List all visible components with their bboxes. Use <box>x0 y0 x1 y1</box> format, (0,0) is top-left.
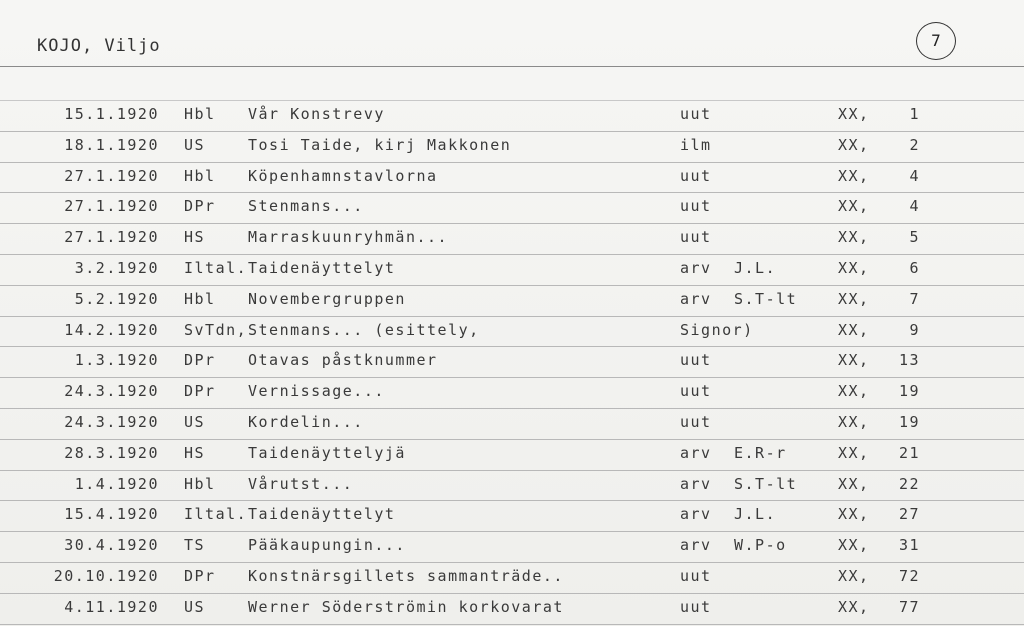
entry-vol: XX, <box>838 289 870 308</box>
entry-paper: Hbl <box>184 166 216 185</box>
entry-paper: Hbl <box>184 105 216 123</box>
entry-type: arv <box>680 443 712 462</box>
entry-author: E.R-r <box>734 443 787 462</box>
list-item <box>0 378 1024 409</box>
entry-title: Kordelin... <box>248 412 364 431</box>
entry-paper: HS <box>184 443 206 462</box>
entry-title: Tosi Taide, kirj Makkonen <box>248 135 512 154</box>
entry-vol: XX, <box>838 505 870 524</box>
entry-author: S.T-lt <box>734 474 798 493</box>
entry-page: 13 <box>898 351 920 370</box>
entry-vol: XX, <box>838 536 870 555</box>
entry-type: arv <box>680 474 712 493</box>
entry-paper: TS <box>184 536 206 555</box>
entry-author: W.P-o <box>734 536 787 555</box>
entry-title: Novembergruppen <box>248 289 406 308</box>
entry-page: 77 <box>898 597 920 616</box>
entry-title: Stenmans... (esittely, <box>248 320 480 339</box>
entry-paper: US <box>184 135 206 154</box>
entry-title: Vårutst... <box>248 474 354 493</box>
list-item <box>0 563 1024 594</box>
list-item <box>0 193 1024 224</box>
entry-title: Taidenäyttelyt <box>248 505 396 524</box>
entry-date: 1.4.1920 <box>74 474 159 493</box>
entry-vol: XX, <box>838 166 870 185</box>
entry-title: Vernissage... <box>248 382 385 401</box>
entry-vol: XX, <box>838 566 870 585</box>
entry-paper: DPr <box>184 197 216 216</box>
entry-type: arv <box>680 536 712 555</box>
entry-date: 1.3.1920 <box>74 351 159 370</box>
entry-page: 2 <box>909 135 920 154</box>
entry-page: 5 <box>909 228 920 247</box>
entry-type: uut <box>680 382 712 401</box>
entry-vol: XX, <box>838 135 870 154</box>
entry-type: uut <box>680 166 712 185</box>
entry-page: 7 <box>909 289 920 308</box>
entry-paper: US <box>184 597 206 616</box>
entry-date: 20.10.1920 <box>53 566 159 585</box>
entry-title: Taidenäyttelyjä <box>248 443 406 462</box>
entry-vol: XX, <box>838 412 870 431</box>
entry-type: uut <box>680 105 712 123</box>
entry-page: 4 <box>909 197 920 216</box>
entry-date: 27.1.1920 <box>64 228 159 247</box>
entry-paper: Iltal. <box>184 258 248 277</box>
entry-page: 6 <box>909 258 920 277</box>
entry-date: 24.3.1920 <box>64 382 159 401</box>
list-item <box>0 471 1024 502</box>
entry-type: Signor) <box>680 320 754 339</box>
entry-title: Otavas påstknummer <box>248 351 438 370</box>
entry-author: J.L. <box>734 258 777 277</box>
header-divider <box>0 66 1024 67</box>
entry-title: Taidenäyttelyt <box>248 258 396 277</box>
entry-page: 19 <box>898 412 920 431</box>
list-item <box>0 132 1024 163</box>
entry-vol: XX, <box>838 105 870 123</box>
entry-title: Stenmans... <box>248 197 364 216</box>
entry-type: uut <box>680 412 712 431</box>
entry-paper: DPr <box>184 566 216 585</box>
card-heading: KOJO, Viljo <box>37 36 161 56</box>
list-item <box>0 286 1024 317</box>
entry-type: ilm <box>680 135 712 154</box>
entry-author: J.L. <box>734 505 777 524</box>
entry-page: 19 <box>898 382 920 401</box>
entry-page: 27 <box>898 505 920 524</box>
list-item <box>0 409 1024 440</box>
entry-type: arv <box>680 258 712 277</box>
entry-page: 1 <box>909 105 920 123</box>
card-number-circle: 7 <box>916 22 956 60</box>
entry-page: 22 <box>898 474 920 493</box>
list-item <box>0 532 1024 563</box>
entry-type: uut <box>680 351 712 370</box>
entry-title: Marraskuunryhmän... <box>248 228 449 247</box>
list-item <box>0 501 1024 532</box>
entry-vol: XX, <box>838 351 870 370</box>
list-item <box>0 347 1024 378</box>
entry-type: arv <box>680 289 712 308</box>
entry-date: 27.1.1920 <box>64 197 159 216</box>
entry-date: 5.2.1920 <box>74 289 159 308</box>
entry-vol: XX, <box>838 443 870 462</box>
list-item <box>0 163 1024 194</box>
entry-title: Pääkaupungin... <box>248 536 406 555</box>
entry-type: uut <box>680 197 712 216</box>
entry-date: 30.4.1920 <box>64 536 159 555</box>
entry-author: S.T-lt <box>734 289 798 308</box>
entry-vol: XX, <box>838 474 870 493</box>
entry-date: 15.1.1920 <box>64 105 159 123</box>
entry-page: 72 <box>898 566 920 585</box>
entry-date: 14.2.1920 <box>64 320 159 339</box>
entry-paper: HS <box>184 228 206 247</box>
entry-date: 3.2.1920 <box>74 258 159 277</box>
entry-page: 31 <box>898 536 920 555</box>
entry-paper: Iltal. <box>184 505 248 524</box>
list-item <box>0 440 1024 471</box>
entry-date: 18.1.1920 <box>64 135 159 154</box>
entry-paper: SvTdn, <box>184 320 248 339</box>
entry-list <box>0 100 1024 625</box>
list-item <box>0 100 1024 132</box>
entry-paper: DPr <box>184 351 216 370</box>
entry-date: 27.1.1920 <box>64 166 159 185</box>
entry-page: 4 <box>909 166 920 185</box>
list-item <box>0 224 1024 255</box>
entry-page: 9 <box>909 320 920 339</box>
entry-vol: XX, <box>838 228 870 247</box>
entry-paper: Hbl <box>184 474 216 493</box>
entry-title: Köpenhamnstavlorna <box>248 166 438 185</box>
entry-vol: XX, <box>838 597 870 616</box>
entry-date: 24.3.1920 <box>64 412 159 431</box>
entry-title: Konstnärsgillets sammanträde.. <box>248 566 564 585</box>
entry-paper: US <box>184 412 206 431</box>
entry-title: Vår Konstrevy <box>248 105 385 123</box>
entry-vol: XX, <box>838 258 870 277</box>
entry-title: Werner Söderströmin korkovarat <box>248 597 564 616</box>
entry-vol: XX, <box>838 197 870 216</box>
list-item <box>0 255 1024 286</box>
entry-vol: XX, <box>838 382 870 401</box>
entry-type: arv <box>680 505 712 524</box>
entry-date: 15.4.1920 <box>64 505 159 524</box>
entry-paper: DPr <box>184 382 216 401</box>
entry-date: 28.3.1920 <box>64 443 159 462</box>
list-item <box>0 594 1024 625</box>
entry-type: uut <box>680 597 712 616</box>
entry-type: uut <box>680 566 712 585</box>
entry-paper: Hbl <box>184 289 216 308</box>
entry-date: 4.11.1920 <box>64 597 159 616</box>
entry-type: uut <box>680 228 712 247</box>
entry-page: 21 <box>898 443 920 462</box>
list-item <box>0 317 1024 348</box>
entry-vol: XX, <box>838 320 870 339</box>
